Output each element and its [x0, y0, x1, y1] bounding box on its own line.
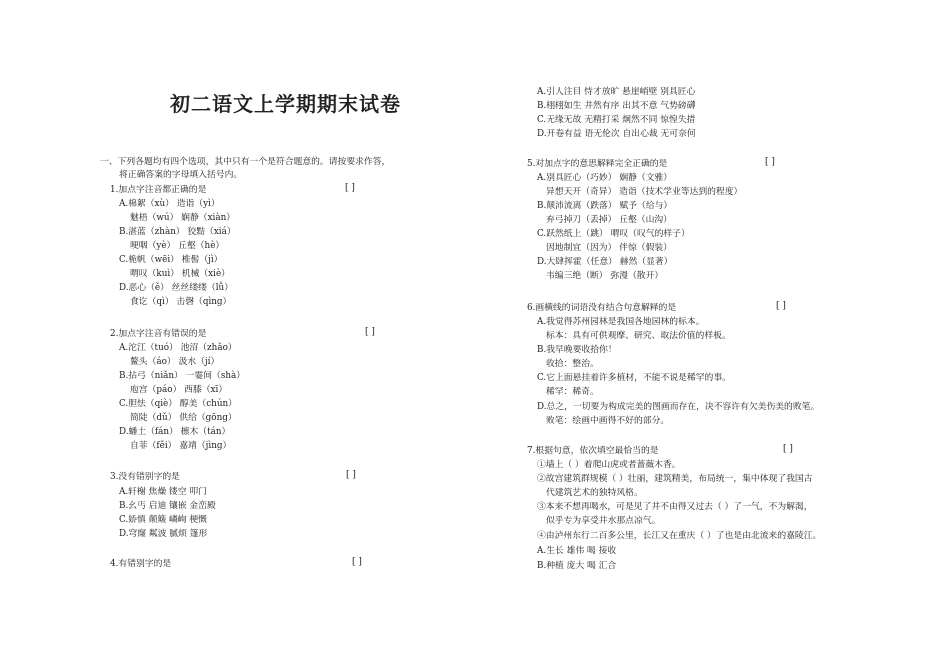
question-line: B.颠沛流离（跌落） 赋予（给与） — [537, 201, 673, 211]
question-line: D.开卷有益 语无伦次 自出心裁 无可奈何 — [537, 129, 696, 139]
question-line: 代建筑艺术的独特风格。 — [546, 488, 643, 498]
question-line: 魅梧（wú） 娴静（xiàn） — [130, 213, 236, 223]
question-line: 6.画横线的词语没有结合句意解释的是 — [527, 303, 677, 313]
answer-bracket: [ ] — [346, 470, 356, 480]
question-line: B.种植 庞大 喝 汇合 — [537, 561, 617, 571]
question-line: B.栩栩如生 井然有序 出其不意 气势磅礴 — [537, 101, 696, 111]
question-line: 2.加点字注音有错误的是 — [110, 329, 207, 339]
question-line: 食讫（qì） 击磬（qìng） — [130, 297, 232, 307]
question-line: A.生长 雄伟 喝 接收 — [537, 546, 617, 556]
question-line: C.桅帆（wēi） 椎髻（jì） — [119, 255, 223, 265]
question-line: 韦编三绝（断） 弥漫（散开） — [546, 271, 664, 281]
question-line: C.胆怯（qiè） 醇美（chún） — [119, 399, 237, 409]
question-line: D.大肆挥霍（任意） 赫然（显著） — [537, 257, 673, 267]
answer-bracket: [ ] — [776, 301, 786, 311]
question-line: 简陡（dǔ） 供给（gōng） — [130, 413, 237, 423]
question-line: B.我早晚要收拾你！ — [537, 345, 617, 355]
question-line: 标本：具有可供观摩、研究、取法价值的样板。 — [546, 331, 731, 341]
answer-bracket: [ ] — [352, 557, 362, 567]
question-line: 败笔：绘画中画得不好的部分。 — [546, 416, 670, 426]
answer-bracket: [ ] — [765, 157, 775, 167]
answer-bracket: [ ] — [365, 327, 375, 337]
question-line: 异想天开（奇异） 造诣（技术学业等达到的程度） — [546, 187, 743, 197]
question-line: ④由泸州东行二百多公里，长江又在重庆（ ）了也是由北流来的嘉陵江。 — [537, 531, 822, 541]
question-line: A.棉絮（xù） 造诣（yì） — [119, 199, 220, 209]
question-line: B.拈弓（niǎn） 一霎间（shà） — [119, 371, 246, 381]
question-line: D.总之，一切要为构成完美的图画而存在，决不容许有欠美伤美的败笔。 — [537, 402, 820, 412]
question-line: D.恶心（ě） 丝丝缕缕（lǚ） — [119, 283, 233, 293]
question-line: ③本来不想再喝水，可是见了井不由得又过去（ ）了一气，不为解渴， — [537, 502, 813, 512]
question-line: A.别具匠心（巧妙） 娴静（文雅） — [537, 173, 673, 183]
question-line: 5.对加点字的意思解释完全正确的是 — [527, 159, 668, 169]
question-line: ②故宫建筑群规模（ ）壮丽，建筑精美，布局统一，集中体现了我国古 — [537, 474, 813, 484]
question-line: 似乎专为享受井水那点凉气。 — [546, 516, 661, 526]
question-line: A.轩榭 焦燥 镂空 叩门 — [119, 487, 207, 497]
question-line: 弃弓掉刀（丢掉） 丘壑（山沟） — [546, 215, 672, 225]
question-line: ①墙上（ ）着爬山虎或者蔷薇木香。 — [537, 460, 681, 470]
question-line: A.引人注目 恃才放旷 悬崖峭壁 别具匠心 — [537, 87, 696, 97]
question-line: 将正确答案的字母填入括号内。 — [119, 170, 243, 180]
question-line: 因地制宜（因为） 伴惊（假装） — [546, 243, 672, 253]
question-line: 自菲（fěi） 嘉靖（jìng） — [130, 441, 232, 451]
question-line: 4.有错别字的是 — [110, 559, 172, 569]
question-line: A.沱江（tuó） 池沼（zhǎo） — [119, 343, 237, 353]
answer-bracket: [ ] — [345, 183, 355, 193]
question-line: 鳌头（áo） 汲水（jí） — [130, 357, 220, 367]
question-line: 收拾：整治。 — [546, 359, 599, 369]
answer-bracket: [ ] — [783, 444, 793, 454]
question-line: 7.根据句意，依次填空最恰当的是 — [527, 446, 659, 456]
question-line: C.无缘无故 无精打采 炯然不同 惊惶失措 — [537, 115, 696, 125]
question-line: C.跃然纸上（跳） 喟叹（叹气的样子） — [537, 229, 690, 239]
question-line: D.蟠土（fán） 檩木（tán） — [119, 427, 231, 437]
page-title: 初二语文上学期期末试卷 — [170, 92, 401, 116]
question-line: C.它上面悬挂着许多植材，不能不说是稀罕的事。 — [537, 373, 731, 383]
question-line: 喟叹（kuì） 机械（xiè） — [130, 269, 230, 279]
question-line: 1.加点字注音都正确的是 — [110, 185, 207, 195]
question-line: B.湛蓝（zhàn） 狡黠（xiá） — [119, 227, 236, 237]
question-line: A.我觉得苏州园林是我国各地园林的标本。 — [537, 317, 705, 327]
question-line: 3.没有错别字的是 — [110, 472, 180, 482]
question-line: 庖宫（páo） 西膝（xī） — [130, 385, 228, 395]
question-line: D.穹窿 粼波 腻烦 篷形 — [119, 529, 208, 539]
question-line: 一、下列各题均有四个选项，其中只有一个是符合题意的。请按要求作答， — [100, 157, 391, 167]
question-line: C.娇慎 颠簸 嶙峋 梗慨 — [119, 515, 207, 525]
question-line: B.幺丐 启迪 镶嵌 金峦殿 — [119, 501, 216, 511]
question-line: 稀罕：稀奇。 — [546, 387, 599, 397]
question-line: 哽咽（yè） 丘壑（hè） — [130, 241, 225, 251]
